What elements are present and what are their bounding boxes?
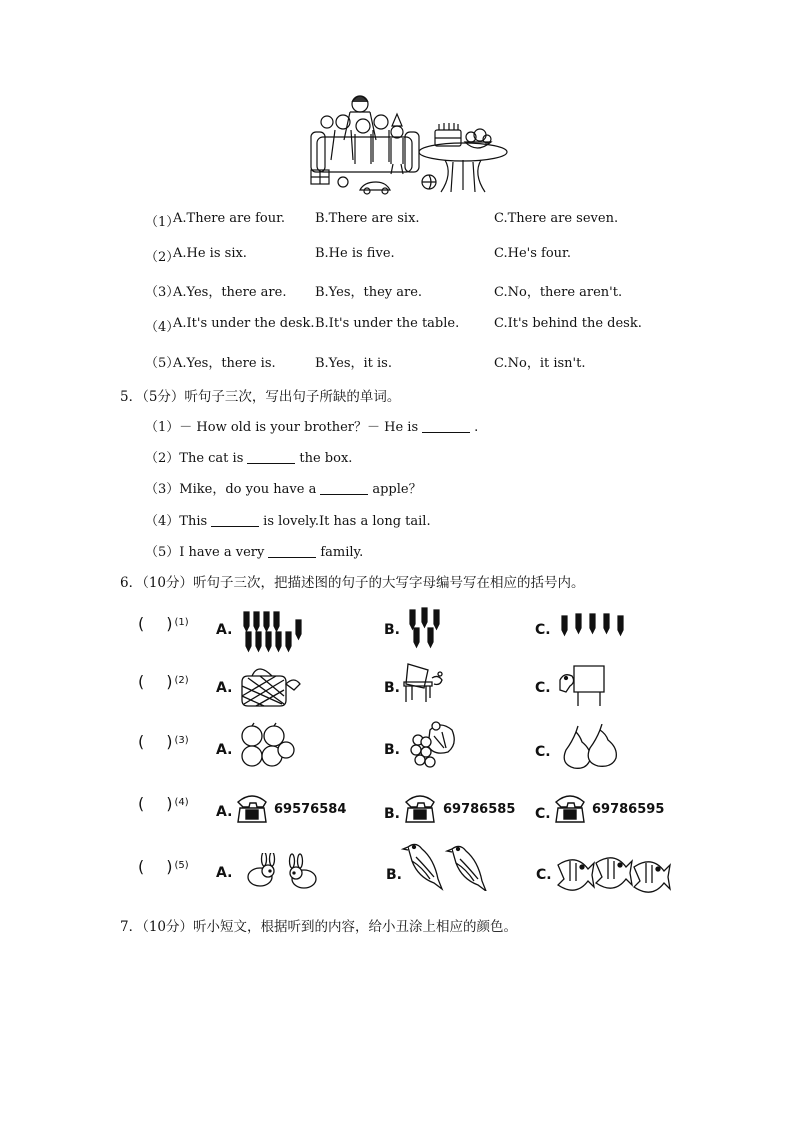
q6-row-2 — [138, 668, 698, 712]
q5-item-4-post: is lovely.It has a long tail. — [263, 514, 431, 529]
oranges-icon — [238, 722, 296, 770]
q5-item-4-blank[interactable] — [211, 526, 259, 527]
q5-title: 5．（5分）听句子三次，写出句子所缺的单词。 — [120, 389, 401, 405]
q6-row-5-label-c: C. — [536, 867, 552, 883]
q6-row-1-label-a: A. — [216, 622, 233, 638]
q5-item-1-num: （1） — [145, 420, 180, 435]
q6-row-4-phone-b: 69786585 — [443, 802, 516, 817]
q6-row-3 — [138, 728, 698, 772]
q4-item-5-num: （5） — [145, 356, 180, 371]
pencils-icon — [240, 610, 302, 654]
q4-item-2-option-c: C.He's four. — [494, 246, 571, 261]
q6-row-4 — [138, 790, 698, 834]
pencils-icon — [404, 604, 444, 650]
q4-item-2-option-a: A.He is six. — [173, 246, 247, 261]
q6-row-4-label-b: B. — [384, 806, 400, 822]
q4-item-1-option-c: C.There are seven. — [494, 211, 619, 226]
q6-row-3-label-a: A. — [216, 742, 233, 758]
q6-row-2-label-c: C. — [535, 680, 551, 696]
q6-row-1-num: (1) — [174, 617, 189, 628]
telephone-icon — [402, 790, 438, 824]
q4-item-1-option-b: B.There are six. — [315, 211, 420, 226]
pears-icon — [560, 724, 620, 770]
q5-item-5-post: family. — [320, 545, 364, 560]
q5-item-3-post: apple？ — [372, 482, 422, 497]
q6-row-4-label-c: C. — [535, 806, 551, 822]
q4-item-1-num: （1） — [145, 215, 180, 230]
q5-item-5-blank[interactable] — [268, 557, 316, 558]
q4-item-4-num: （4） — [145, 320, 180, 335]
q5-item-3-pre: Mike，do you have a — [179, 482, 317, 497]
q5-item-1-blank[interactable] — [422, 432, 470, 433]
q5-item-5-pre: I have a very — [179, 545, 265, 560]
q4-item-3-option-c: C.No，there aren't. — [494, 285, 623, 300]
q6-row-2-num: (2) — [174, 675, 189, 686]
q6-row-2-label-b: B. — [384, 680, 400, 696]
q4-item-1-option-a: A.There are four. — [173, 211, 286, 226]
q6-row-5-label-b: B. — [386, 867, 402, 883]
q4-item-4-option-a: A.It's under the desk. — [173, 316, 315, 331]
q6-row-1 — [138, 610, 698, 654]
chair-icon — [556, 660, 614, 708]
q5-item-1-post: . — [474, 420, 479, 435]
q4-item-5-option-b: B.Yes，it is. — [315, 356, 392, 371]
q4-item-2-option-b: B.He is five. — [315, 246, 395, 261]
pencils-icon — [556, 610, 628, 640]
q5-item-3-blank[interactable] — [320, 494, 368, 495]
q5-item-2 — [145, 447, 352, 466]
family-party-illustration — [305, 92, 510, 197]
q6-row-1-answer-bracket[interactable]: ( ) $^{(1)}$ — [138, 614, 189, 633]
grapes-icon — [406, 720, 462, 770]
q6-row-4-answer-bracket[interactable]: ( ) $^{(4)}$ — [138, 794, 189, 813]
q5-item-4-num: （4） — [145, 514, 180, 529]
q6-row-1-label-c: C. — [535, 622, 551, 638]
q6-row-4-label-a: A. — [216, 804, 233, 820]
telephone-icon — [234, 790, 270, 824]
fish-icon — [556, 851, 676, 895]
bag-icon — [238, 662, 302, 708]
q5-item-2-num: （2） — [145, 451, 180, 466]
q6-row-3-label-b: B. — [384, 742, 400, 758]
q6-title: 6．（10分）听句子三次，把描述图的句子的大写字母编号写在相应的括号内。 — [120, 575, 585, 591]
q6-row-2-answer-bracket[interactable]: ( ) $^{(2)}$ — [138, 672, 189, 691]
q5-item-2-post: the box. — [299, 451, 353, 466]
q5-item-3 — [145, 478, 422, 497]
q4-item-3-option-a: A.Yes，there are. — [173, 285, 287, 300]
q4-item-5-option-c: C.No，it isn't. — [494, 356, 586, 371]
q4-item-2-num: （2） — [145, 250, 180, 265]
q5-item-4 — [145, 510, 431, 529]
q5-item-4-pre: This — [179, 514, 208, 529]
q4-item-3-num: （3） — [145, 285, 180, 300]
q6-row-3-num: (3) — [174, 735, 189, 746]
q6-row-3-answer-bracket[interactable]: ( ) $^{(3)}$ — [138, 732, 189, 751]
q5-item-1-pre: － How old is your brother？－ He is — [179, 420, 419, 435]
q4-item-5-option-a: A.Yes，there is. — [173, 356, 276, 371]
q5-item-5 — [145, 541, 363, 560]
q6-row-4-phone-a: 69576584 — [274, 802, 347, 817]
q5-item-5-num: （5） — [145, 545, 180, 560]
q6-row-5-label-a: A. — [216, 865, 233, 881]
q4-item-4-option-c: C.It's behind the desk. — [494, 316, 642, 331]
q6-row-4-num: (4) — [174, 797, 189, 808]
q7-title: 7．（10分）听小短文，根据听到的内容，给小丑涂上相应的颜色。 — [120, 919, 518, 935]
q4-item-3-option-b: B.Yes，they are. — [315, 285, 423, 300]
q6-row-5 — [138, 853, 698, 897]
q5-item-2-blank[interactable] — [247, 463, 295, 464]
rabbits-icon — [242, 853, 330, 891]
birds-icon — [400, 839, 490, 891]
telephone-icon — [552, 790, 588, 824]
q5-item-2-pre: The cat is — [179, 451, 244, 466]
q6-row-4-phone-c: 69786595 — [592, 802, 665, 817]
q6-row-5-num: (5) — [174, 860, 189, 871]
q6-row-5-answer-bracket[interactable]: ( ) $^{(5)}$ — [138, 857, 189, 876]
q6-row-2-label-a: A. — [216, 680, 233, 696]
chair-icon — [400, 660, 448, 706]
q6-row-3-label-c: C. — [535, 744, 551, 760]
q5-item-3-num: （3） — [145, 482, 180, 497]
q6-row-1-label-b: B. — [384, 622, 400, 638]
q5-item-1 — [145, 416, 478, 435]
q4-item-4-option-b: B.It's under the table. — [315, 316, 460, 331]
